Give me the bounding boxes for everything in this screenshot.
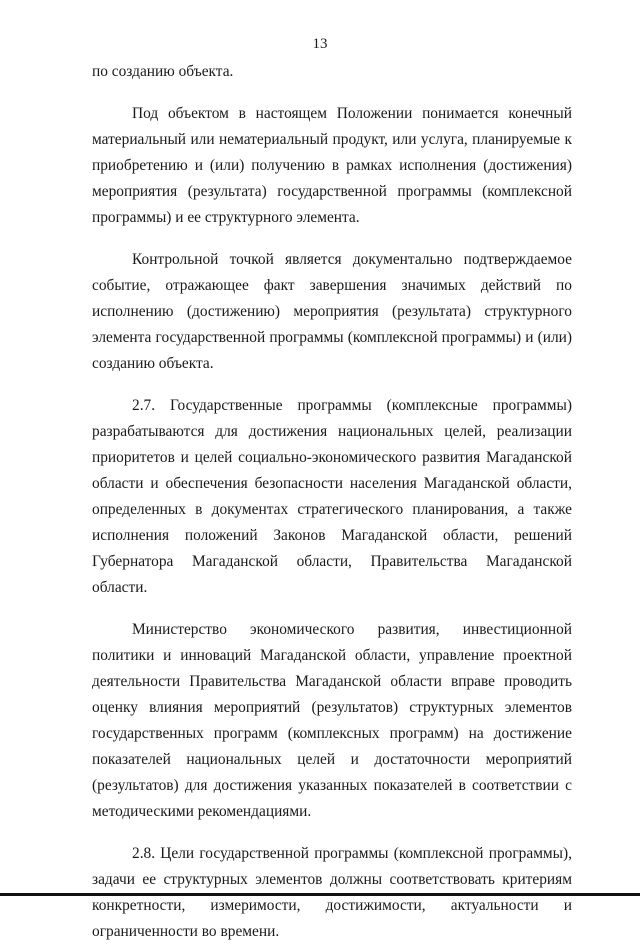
paragraph-ministry: Министерство экономического развития, инвестиционной политики и инноваций Магаданской области, управление проектной деятельности Правительства Магаданской области вправе проводить оценку влияния мероприятий (результатов) структурных элементов государственных программ (комплексных программ) на достижение показателей национальных целей и достаточности мероприятий (результатов) для достижения указанных показателей в соответствии с методическими рекомендациями. xyxy=(92,621,572,820)
page-number: 13 xyxy=(312,36,328,52)
paragraph-2-7: 2.7. Государственные программы (комплексные программы) разрабатываются для достижения национальных целей, реализации приоритетов и целей социально-экономического развития Магаданской области и обеспечения безопасности населения Магаданской области, определенных в документах стратегического планирования, а также исполнения положений Законов Магаданской области, решений Губернатора Магаданской области, Правительства Магаданской области. xyxy=(92,397,572,596)
paragraph-control-point: Контрольной точкой является документально подтверждаемое событие, отражающее факт завершения значимых действий по исполнению (достижению) мероприятия (результата) структурного элемента государственной программы (комплексной программы) и (или) созданию объекта. xyxy=(92,251,572,372)
document-body xyxy=(92,59,572,945)
paragraph-continuation: по созданию объекта. xyxy=(92,63,234,80)
bottom-rule xyxy=(0,893,640,896)
paragraph-2-8: 2.8. Цели государственной программы (комплексной программы), задачи ее структурных элементов должны соответствовать критериям конкретности, измеримости, достижимости, актуальности и ограниченности во времени. xyxy=(92,845,572,940)
paragraph-object-definition: Под объектом в настоящем Положении понимается конечный материальный или нематериальный продукт, или услуга, планируемые к приобретению и (или) получению в рамках исполнения (достижения) мероприятия (результата) государственной программы (комплексной программы) и ее структурного элемента. xyxy=(92,105,572,226)
